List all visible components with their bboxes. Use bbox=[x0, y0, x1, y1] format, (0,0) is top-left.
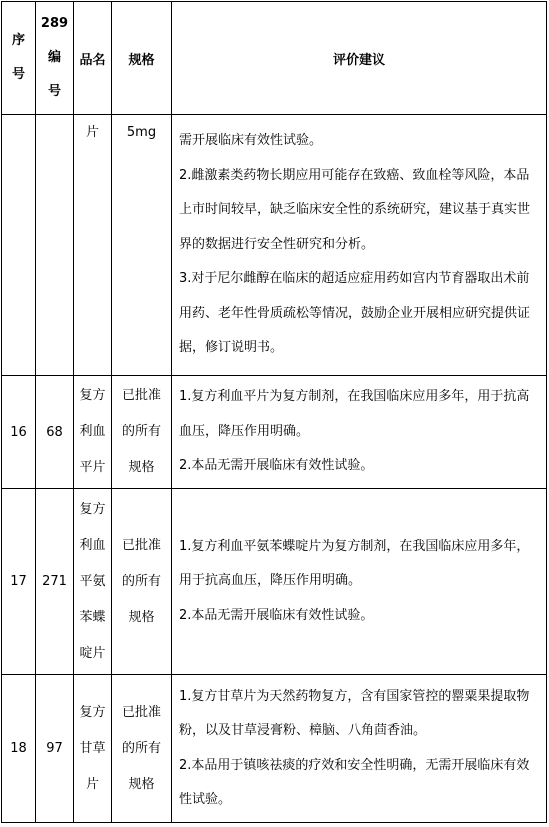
advice-cell: 需开展临床有效性试验。 2.雌激素类药物长期应用可能存在致癌、致血栓等风险，本品上市时间较早，缺乏临床安全性的系统研究，建议基于真实世界的数据进行安全性研究和分析。 3.对于尼尔雌醇在临床的超适应症用药如宫内节育器取出术前用药、老年性骨质疏松等情况，鼓励企业开展相应研究提供证据，修订说明书。 bbox=[172, 115, 547, 376]
header-advice: 评价建议 bbox=[172, 2, 547, 115]
header-name: 品名 bbox=[74, 2, 112, 115]
advice-cell: 1.复方利血平氨苯蝶啶片为复方制剂，在我国临床应用多年，用于抗高血压，降压作用明确。 2.本品无需开展临床有效性试验。 bbox=[172, 489, 547, 675]
seq-cell: 17 bbox=[2, 489, 36, 675]
name-cell: 复方 甘草 片 bbox=[74, 675, 112, 823]
table-row bbox=[2, 115, 547, 376]
advice-cell: 1.复方甘草片为天然药物复方，含有国家管控的罂粟果提取物粉，以及甘草浸膏粉、樟脑、八角茴香油。 2.本品用于镇咳祛痰的疗效和安全性明确，无需开展临床有效性试验。 bbox=[172, 675, 547, 823]
table-row bbox=[2, 489, 547, 675]
num-cell bbox=[36, 115, 74, 376]
table-row bbox=[2, 675, 547, 823]
num-cell: 97 bbox=[36, 675, 74, 823]
advice-cell: 1.复方利血平片为复方制剂，在我国临床应用多年，用于抗高血压，降压作用明确。 2.本品无需开展临床有效性试验。 bbox=[172, 376, 547, 489]
seq-cell: 16 bbox=[2, 376, 36, 489]
name-cell: 片 bbox=[74, 115, 112, 376]
name-cell: 复方 利血 平片 bbox=[74, 376, 112, 489]
drug-evaluation-table bbox=[1, 1, 547, 823]
header-289-num: 289 编 号 bbox=[36, 2, 74, 115]
header-seq: 序 号 bbox=[2, 2, 36, 115]
spec-cell: 已批准 的所有 规格 bbox=[112, 376, 172, 489]
header-row bbox=[2, 2, 547, 115]
num-cell: 68 bbox=[36, 376, 74, 489]
num-cell: 271 bbox=[36, 489, 74, 675]
spec-cell: 已批准 的所有 规格 bbox=[112, 489, 172, 675]
seq-cell: 18 bbox=[2, 675, 36, 823]
seq-cell bbox=[2, 115, 36, 376]
name-cell: 复方 利血 平氨 苯蝶 啶片 bbox=[74, 489, 112, 675]
spec-cell: 已批准 的所有 规格 bbox=[112, 675, 172, 823]
header-spec: 规格 bbox=[112, 2, 172, 115]
table-row bbox=[2, 376, 547, 489]
spec-cell: 5mg bbox=[112, 115, 172, 376]
